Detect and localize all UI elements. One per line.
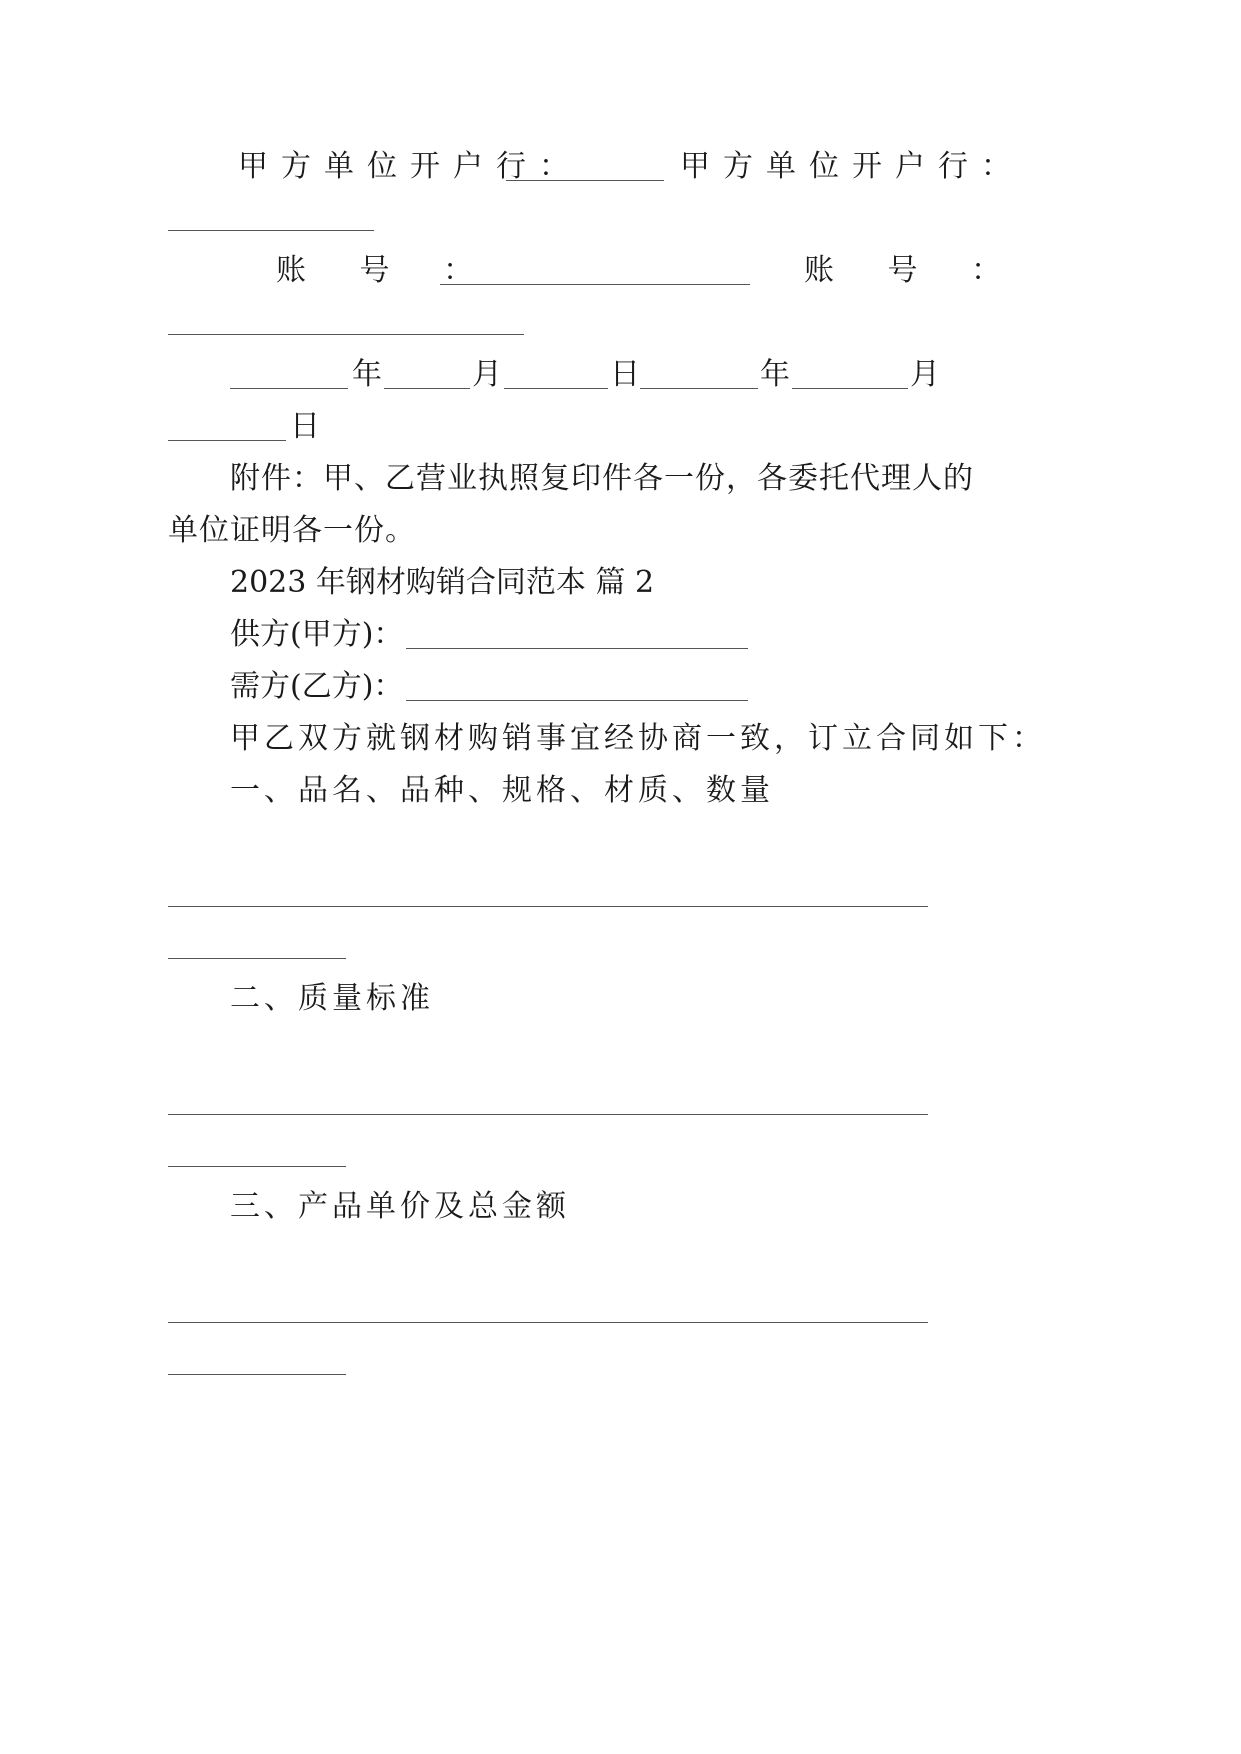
clause-2-blank-line-2	[168, 1166, 346, 1167]
buyer-blank	[406, 700, 748, 701]
date-day-a: 日	[610, 357, 640, 392]
account-blank-a	[440, 284, 750, 285]
account-label-b: 账 号 ：	[804, 253, 1024, 288]
clause-2-blank-line-1	[168, 1114, 928, 1115]
clause-1-title: 一、品名、品种、规格、材质、数量	[230, 773, 774, 808]
date-month-b: 月	[910, 357, 940, 392]
clause-2-title: 二、质量标准	[230, 981, 434, 1016]
section-title: 2023 年钢材购销合同范本 篇 2	[230, 565, 655, 600]
clause-3-blank-line-1	[168, 1322, 928, 1323]
intro-text: 甲乙双方就钢材购销事宜经协商一致，订立合同如下：	[230, 721, 1046, 756]
attachment-line-1: 附件：甲、乙营业执照复印件各一份，各委托代理人的	[230, 461, 974, 496]
supplier-label: 供方(甲方)：	[230, 617, 404, 652]
bank-label-b: 甲方单位开户行：	[680, 149, 1024, 184]
date-month-a: 月	[472, 357, 502, 392]
account-blank-b	[168, 334, 524, 335]
supplier-blank	[406, 648, 748, 649]
date-year-a: 年	[352, 357, 382, 392]
clause-3-title: 三、产品单价及总金额	[230, 1189, 570, 1224]
bank-blank-a	[506, 180, 664, 181]
date-blank-year-a	[230, 388, 348, 389]
account-label-a: 账 号 ：	[276, 253, 496, 288]
buyer-label: 需方(乙方)：	[230, 669, 404, 704]
date-blank-year-b	[640, 388, 758, 389]
bank-label-a: 甲方单位开户行：	[238, 149, 582, 184]
date-day-b: 日	[290, 409, 320, 444]
attachment-line-2: 单位证明各一份。	[168, 513, 416, 548]
clause-3-blank-line-2	[168, 1374, 346, 1375]
date-blank-month-b	[792, 388, 908, 389]
date-blank-month-a	[384, 388, 470, 389]
date-blank-day-b	[168, 440, 286, 441]
clause-1-blank-line-1	[168, 906, 928, 907]
clause-1-blank-line-2	[168, 958, 346, 959]
date-blank-day-a	[504, 388, 608, 389]
date-year-b: 年	[760, 357, 790, 392]
bank-blank-b	[168, 230, 374, 231]
